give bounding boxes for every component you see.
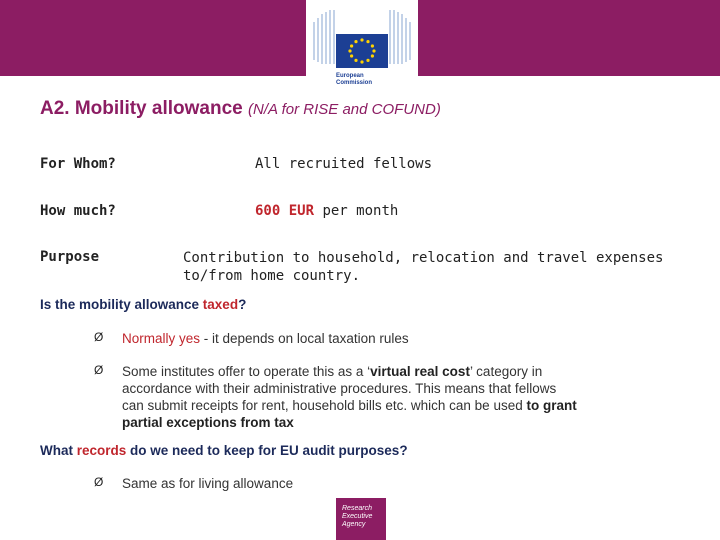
records-q-highlight: records <box>76 443 127 458</box>
purpose-line2: to/from home country. <box>183 268 361 284</box>
eu-flag-logo-icon <box>306 0 418 72</box>
arrow-bullet-icon: Ø <box>94 475 104 489</box>
taxed-b2-line2: accordance with their administrative procedures. This means that fellows <box>122 381 557 396</box>
taxed-b2-part2: ’ category in <box>469 364 543 379</box>
records-bullet-1-text: Same as for living allowance <box>122 476 294 491</box>
taxed-bullet-1-text <box>122 330 682 347</box>
page-title <box>40 98 441 120</box>
for-whom-value: All recruited fellows <box>255 156 433 172</box>
how-much-value <box>255 203 398 219</box>
taxed-question <box>40 297 246 312</box>
taxed-b2-part1: Some institutes offer to operate this as a ‘ <box>122 364 371 379</box>
how-much-amount: 600 EUR <box>255 203 315 219</box>
taxed-b2-bold2: to grant <box>526 398 577 413</box>
taxed-q-highlight: taxed <box>202 297 239 312</box>
logo-text-line1: European <box>336 73 364 79</box>
records-question <box>40 443 408 458</box>
taxed-b1-rest: - it depends on local taxation rules <box>200 331 409 346</box>
arrow-bullet-icon: Ø <box>94 363 104 377</box>
rea-line1: Research <box>342 505 372 512</box>
rea-line2: Executive <box>342 513 373 520</box>
taxed-bullet-2-text <box>122 363 682 431</box>
logo-text <box>336 73 372 87</box>
records-q-after: do we need to keep for EU audit purposes? <box>126 443 408 458</box>
taxed-b1-highlight: Normally yes <box>122 331 201 346</box>
rea-logo <box>336 498 386 540</box>
taxed-b2-line4: partial exceptions from tax <box>122 415 294 430</box>
logo-text-line2: Commission <box>336 80 373 86</box>
taxed-q-after: ? <box>238 297 247 312</box>
purpose-label: Purpose <box>40 249 100 265</box>
rea-line3: Agency <box>342 521 366 528</box>
european-commission-logo <box>306 0 418 98</box>
title-subtitle: (N/A for RISE and COFUND) <box>248 101 441 118</box>
taxed-b2-bold1: virtual real cost <box>370 364 470 379</box>
purpose-line1: Contribution to household, relocation and travel expenses <box>183 250 664 266</box>
title-main: A2. Mobility allowance <box>40 98 243 119</box>
how-much-label: How much? <box>40 203 116 219</box>
purpose-value <box>183 249 663 285</box>
how-much-rest: per month <box>314 203 399 219</box>
records-q-before: What <box>40 443 77 458</box>
arrow-bullet-icon: Ø <box>94 330 104 344</box>
taxed-q-before: Is the mobility allowance <box>40 297 203 312</box>
taxed-b2-line3a: can submit receipts for rent, household bills etc. which can be used <box>122 398 527 413</box>
for-whom-label: For Whom? <box>40 156 116 172</box>
